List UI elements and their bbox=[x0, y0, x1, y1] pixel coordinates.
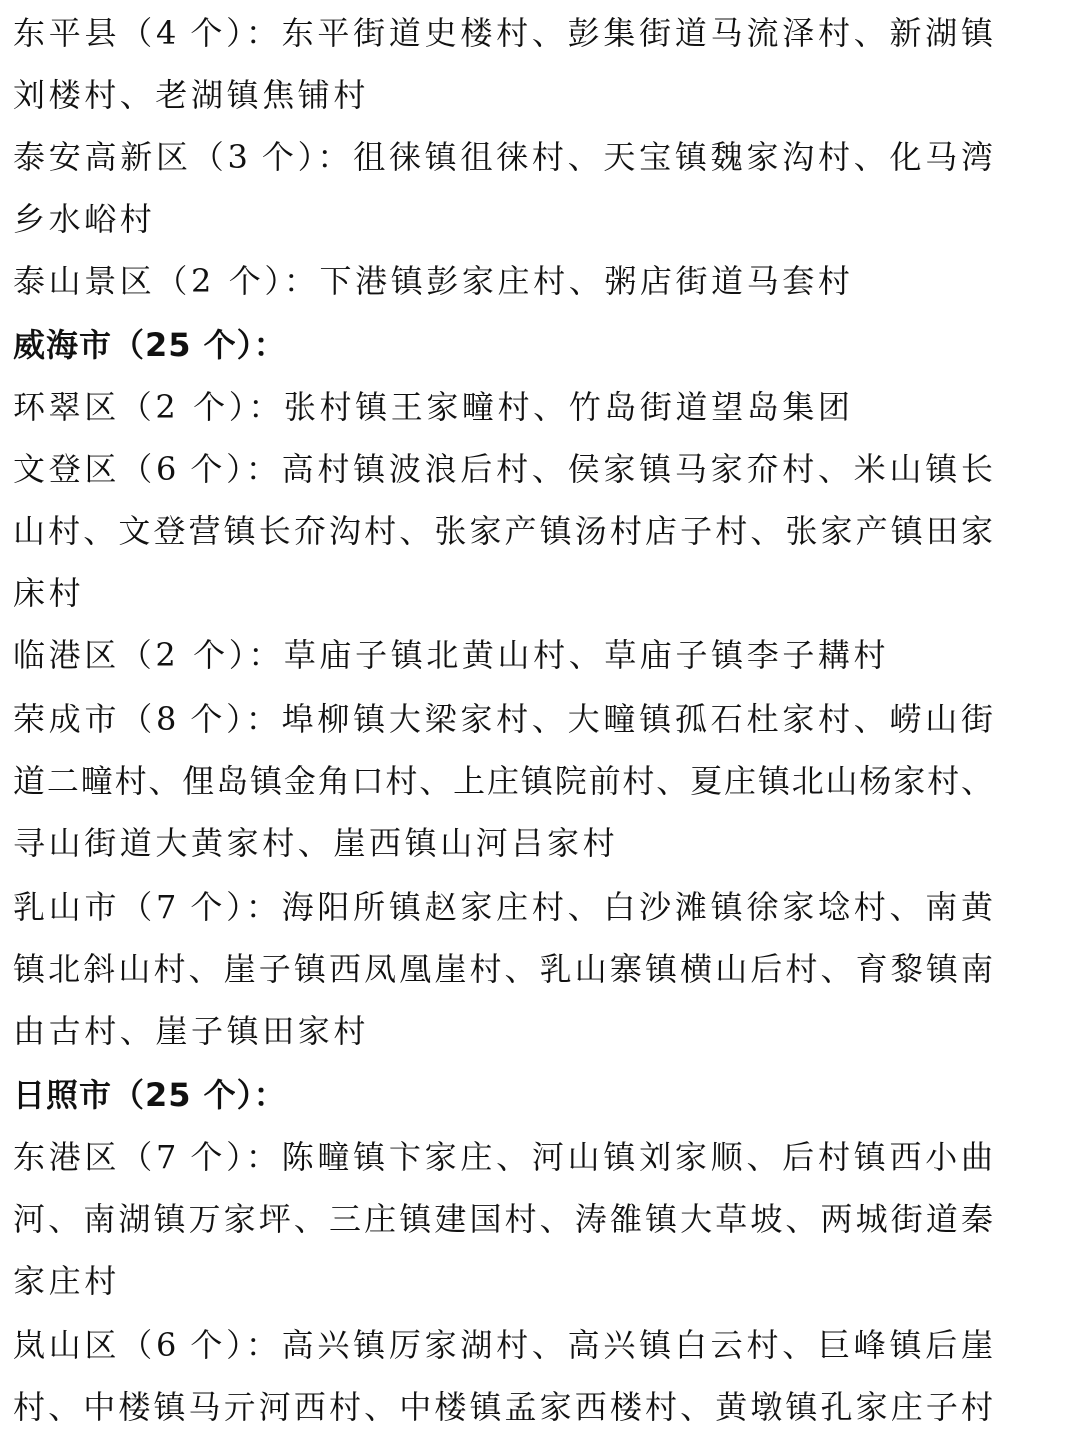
text-line: 村、中楼镇马亓河西村、中楼镇孟家西楼村、黄墩镇孔家庄子村 bbox=[13, 1388, 993, 1426]
text-line: 岚山区（6 个）：高兴镇厉家湖村、高兴镇白云村、巨峰镇后崖 bbox=[13, 1326, 993, 1364]
text-line: 道二疃村、俚岛镇金角口村、上庄镇院前村、夏庄镇北山杨家村、 bbox=[13, 762, 993, 800]
text-line: 泰山景区（2 个）：下港镇彭家庄村、粥店街道马套村 bbox=[13, 262, 854, 300]
text-line: 寻山街道大黄家村、崖西镇山河吕家村 bbox=[13, 824, 619, 862]
text-line: 乳山市（7 个）：海阳所镇赵家庄村、白沙滩镇徐家埝村、南黄 bbox=[13, 888, 993, 926]
text-line: 镇北斜山村、崖子镇西凤凰崖村、乳山寨镇横山后村、育黎镇南 bbox=[13, 950, 993, 988]
text-line: 文登区（6 个）：高村镇波浪后村、侯家镇马家夼村、米山镇长 bbox=[13, 450, 993, 488]
text-line: 东平县（4 个）：东平街道史楼村、彭集街道马流泽村、新湖镇 bbox=[13, 14, 993, 52]
text-line: 乡水峪村 bbox=[13, 200, 156, 238]
text-line: 家庄村 bbox=[13, 1262, 120, 1300]
text-line: 山村、文登营镇长夼沟村、张家产镇汤村店子村、张家产镇田家 bbox=[13, 512, 993, 550]
text-line: 刘楼村、老湖镇焦铺村 bbox=[13, 76, 370, 114]
text-line: 由古村、崖子镇田家村 bbox=[13, 1012, 370, 1050]
text-line: 东港区（7 个）：陈疃镇卞家庄、河山镇刘家顺、后村镇西小曲 bbox=[13, 1138, 993, 1176]
text-line: 泰安高新区（3 个）：徂徕镇徂徕村、天宝镇魏家沟村、化马湾 bbox=[13, 138, 993, 176]
text-line: 环翠区（2 个）：张村镇王家疃村、竹岛街道望岛集团 bbox=[13, 388, 854, 426]
city-heading: 日照市（25 个）： bbox=[13, 1076, 287, 1114]
text-line: 床村 bbox=[13, 574, 85, 612]
text-line: 河、南湖镇万家坪、三庄镇建国村、涛雒镇大草坡、两城街道秦 bbox=[13, 1200, 993, 1238]
text-line: 荣成市（8 个）：埠柳镇大梁家村、大疃镇孤石杜家村、崂山街 bbox=[13, 700, 993, 738]
city-heading: 威海市（25 个）： bbox=[13, 326, 287, 364]
text-line: 临港区（2 个）：草庙子镇北黄山村、草庙子镇李子耩村 bbox=[13, 636, 890, 674]
